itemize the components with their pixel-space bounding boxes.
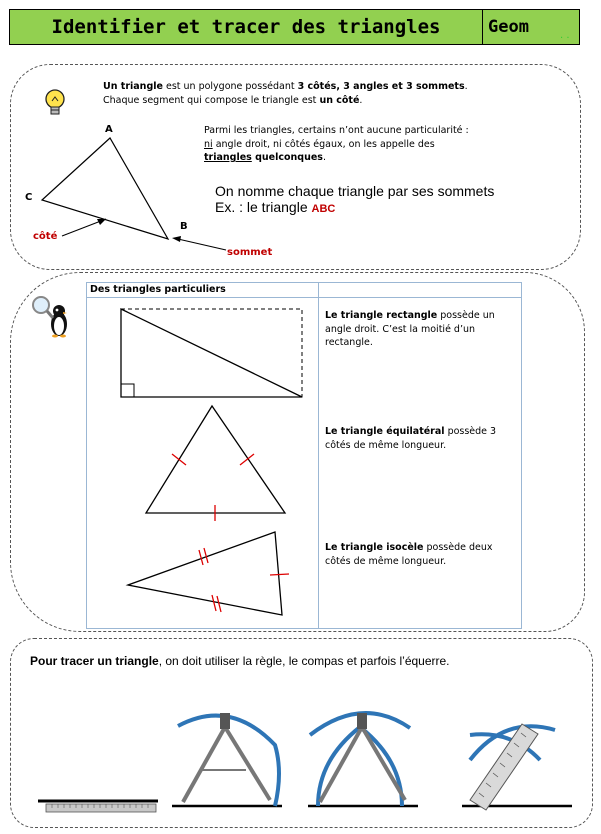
quelconque-term: quelconques <box>251 152 323 163</box>
page-title: Identifier et tracer des triangles <box>51 16 441 38</box>
naming-example: ABC <box>311 203 336 215</box>
subject-tag: Geom <box>488 17 529 37</box>
naming-text <box>215 183 494 217</box>
vertex-a-label: A <box>105 124 113 135</box>
naming-line2: Ex. : le triangle <box>215 199 312 215</box>
quelconque-ni: ni <box>204 138 213 150</box>
definition-term: Un triangle <box>103 81 163 92</box>
isosceles-description <box>325 541 517 568</box>
quelconque-text <box>204 124 524 165</box>
definition-text <box>103 80 523 107</box>
table-heading: Des triangles particuliers <box>90 284 226 295</box>
title-divider <box>482 10 483 44</box>
quelconque-end: . <box>322 152 326 163</box>
definition-side-text: Chaque segment qui compose le triangle est <box>103 94 320 106</box>
right-triangle-term: Le triangle rectangle <box>325 310 438 321</box>
lightbulb-icon <box>42 88 70 120</box>
right-triangle-description <box>325 309 517 350</box>
drawing-instructions-rest: , on doit utiliser la règle, le compas et parfois l’équerre. <box>158 654 450 668</box>
vertex-b-label: B <box>180 221 188 232</box>
isosceles-term: Le triangle isocèle <box>325 542 424 553</box>
equilateral-term: Le triangle équilatéral <box>325 426 445 437</box>
quelconque-line1: Parmi les triangles, certains n’ont aucune particularité : <box>204 125 469 136</box>
equilateral-description <box>325 425 517 452</box>
definition-side-term: un côté <box>319 94 360 106</box>
penguin-magnifier-icon <box>30 294 72 338</box>
definition-side-end: . <box>359 94 363 106</box>
side-label: côté <box>33 231 58 242</box>
quelconque-term-triangles: triangles <box>204 152 252 163</box>
definition-text-a: est un polygone possédant <box>162 81 298 92</box>
right-triangle-text: possède un angle droit. C’est la moitié d’un rectangle. <box>325 310 495 348</box>
naming-line1: On nomme chaque triangle par ses sommets <box>215 183 495 199</box>
definition-properties: 3 côtés, 3 angles et 3 sommets <box>297 81 465 92</box>
definition-text-end: . <box>464 81 468 92</box>
drawing-instructions-term: Pour tracer un triangle <box>30 654 159 668</box>
equilateral-text: possède 3 côtés de même longueur. <box>325 426 497 451</box>
isosceles-text: possède deux côtés de même longueur. <box>325 542 493 567</box>
title-banner <box>9 9 580 45</box>
quelconque-line2: angle droit, ni côtés égaux, on les appelle des <box>212 138 435 150</box>
table-column-divider <box>318 283 319 628</box>
vertex-label: sommet <box>227 247 273 258</box>
drawing-instructions-text <box>30 654 450 668</box>
vertex-c-label: C <box>25 192 33 203</box>
subject-tag-dots: . . <box>560 30 570 41</box>
